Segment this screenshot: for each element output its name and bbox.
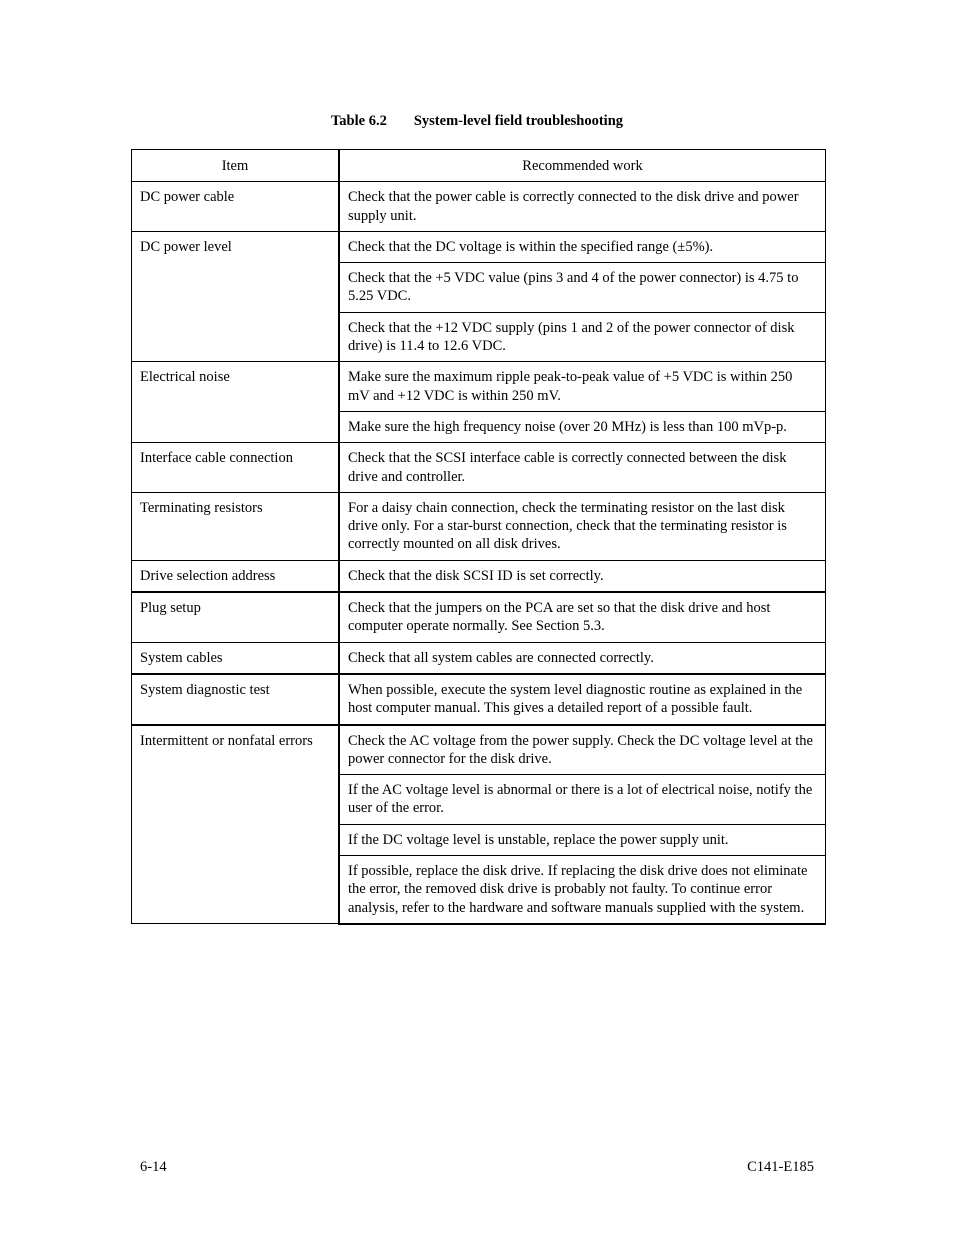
recommended-work-cell: Check that the DC voltage is within the specified range (±5%). [339, 231, 826, 262]
table-row [132, 560, 826, 592]
header-recommended-work: Recommended work [339, 150, 826, 182]
table-row [132, 592, 826, 642]
table-row [132, 642, 826, 674]
item-cell: Terminating resistors [132, 492, 340, 560]
table-title: System-level field troubleshooting [413, 113, 624, 129]
item-cell: Plug setup [132, 592, 340, 642]
recommended-work-cell: If possible, replace the disk drive. If replacing the disk drive does not eliminate the error, the removed disk drive is probably not faulty. To continue error analysis, refer to the hardware and software manuals supplied with the system. [339, 856, 826, 924]
table-number: Table 6.2 [330, 113, 387, 129]
page-number: 6-14 [140, 1159, 167, 1175]
header-item: Item [132, 150, 340, 182]
item-cell: DC power level [132, 231, 340, 361]
recommended-work-cell: If the DC voltage level is unstable, replace the power supply unit. [339, 824, 826, 855]
item-cell: Electrical noise [132, 362, 340, 443]
item-cell: System diagnostic test [132, 674, 340, 725]
table-row [132, 492, 826, 560]
recommended-work-cell: Check that the jumpers on the PCA are set so that the disk drive and host computer operate normally. See Section 5.3. [339, 592, 826, 642]
document-code: C141-E185 [747, 1159, 814, 1175]
table-caption [0, 113, 954, 130]
recommended-work-cell: Make sure the high frequency noise (over 20 MHz) is less than 100 mVp-p. [339, 411, 826, 442]
recommended-work-cell: For a daisy chain connection, check the terminating resistor on the last disk drive only. For a star-burst connection, check that the terminating resistor is correctly mounted on all disk drives. [339, 492, 826, 560]
table-row [132, 674, 826, 725]
recommended-work-cell: Check that the SCSI interface cable is correctly connected between the disk drive and controller. [339, 443, 826, 493]
table-row [132, 231, 826, 262]
recommended-work-cell: Make sure the maximum ripple peak-to-peak value of +5 VDC is within 250 mV and +12 VDC is within 250 mV. [339, 362, 826, 412]
recommended-work-cell: Check the AC voltage from the power supply. Check the DC voltage level at the power connector for the disk drive. [339, 725, 826, 775]
item-cell: Intermittent or nonfatal errors [132, 725, 340, 924]
item-cell: DC power cable [132, 182, 340, 232]
recommended-work-cell: Check that the +5 VDC value (pins 3 and 4 of the power connector) is 4.75 to 5.25 VDC. [339, 263, 826, 313]
item-cell: Interface cable connection [132, 443, 340, 493]
table-body [132, 182, 826, 924]
table-row [132, 182, 826, 232]
item-cell: Drive selection address [132, 560, 340, 592]
recommended-work-cell: Check that the power cable is correctly connected to the disk drive and power supply unit. [339, 182, 826, 232]
table-row [132, 362, 826, 412]
table-row [132, 443, 826, 493]
recommended-work-cell: Check that the disk SCSI ID is set correctly. [339, 560, 826, 592]
recommended-work-cell: When possible, execute the system level diagnostic routine as explained in the host computer manual. This gives a detailed report of a possible fault. [339, 674, 826, 725]
recommended-work-cell: Check that the +12 VDC supply (pins 1 and 2 of the power connector of disk drive) is 11.4 to 12.6 VDC. [339, 312, 826, 362]
item-cell: System cables [132, 642, 340, 674]
table-row [132, 725, 826, 775]
recommended-work-cell: If the AC voltage level is abnormal or there is a lot of electrical noise, notify the user of the error. [339, 775, 826, 825]
recommended-work-cell: Check that all system cables are connected correctly. [339, 642, 826, 674]
troubleshooting-table [131, 149, 826, 925]
table-header-row [132, 150, 826, 182]
